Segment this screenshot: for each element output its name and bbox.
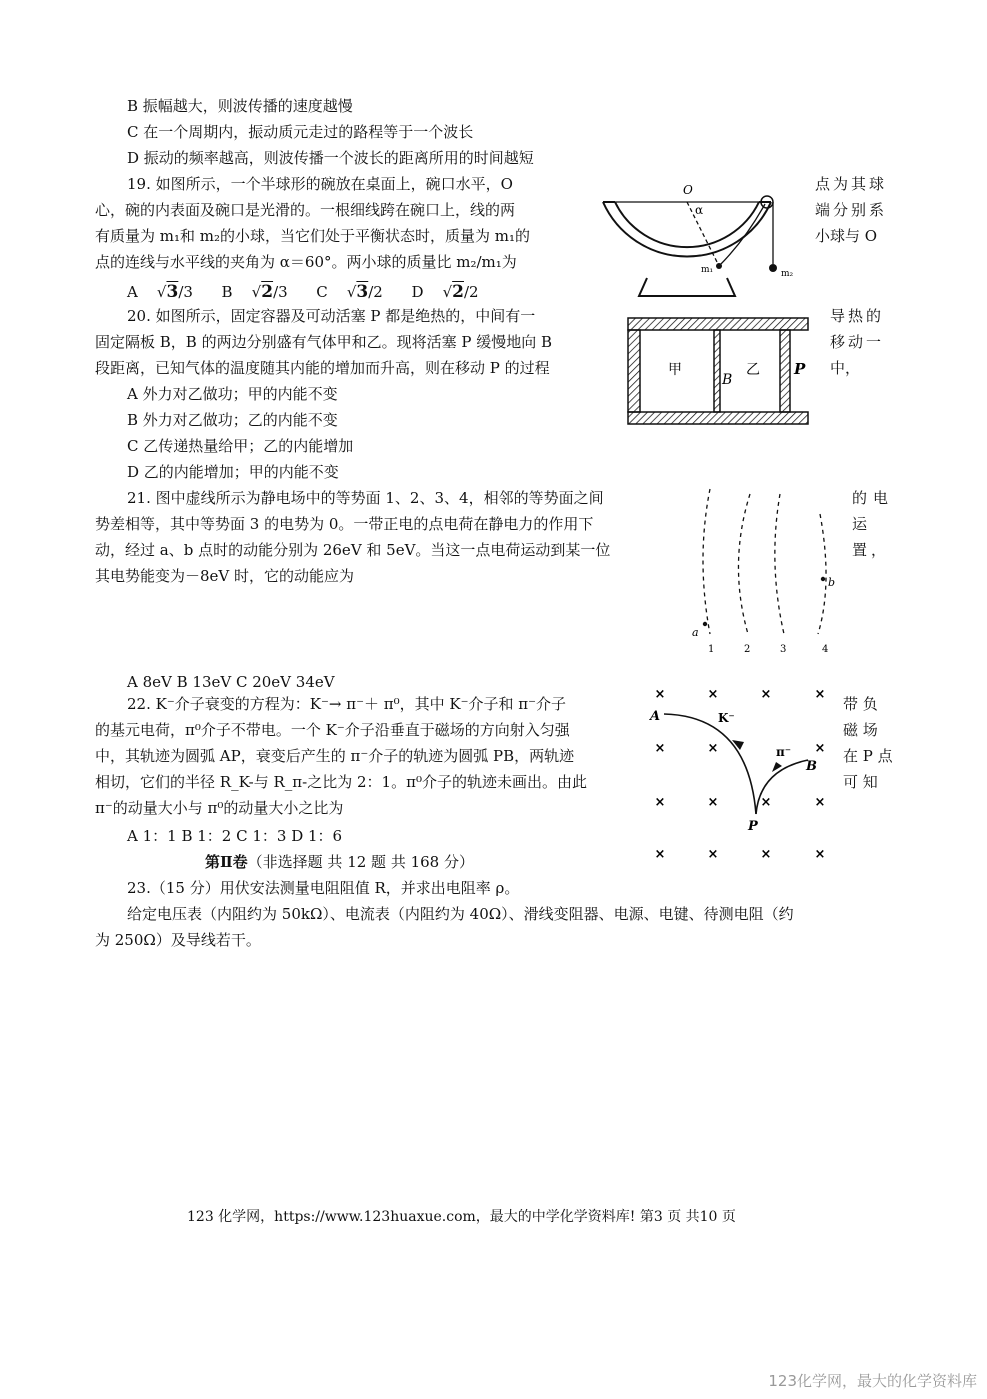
q23-line-2: 给定电压表（内阻约为 50kΩ）、电流表（内阻约为 40Ω）、滑线变阻器、电源、电键、待测电阻（约 <box>127 905 794 923</box>
container-label-yi: 乙 <box>746 362 760 378</box>
track-label-a: A <box>650 709 661 724</box>
bowl-label-m2: m₂ <box>781 269 794 279</box>
q22-line-2: 的基元电荷，π⁰介子不带电。一个 K⁻介子沿垂直于磁场的方向射入匀强 <box>95 721 570 739</box>
q20-line-2: 固定隔板 B，B 的两边分别盛有气体甲和乙。现将活塞 P 缓慢地向 B <box>95 333 553 351</box>
field-mark: × <box>760 795 772 810</box>
q18-option-b: B 振幅越大，则波传播的速度越慢 <box>127 97 353 115</box>
q21-line-3-right: 置， <box>852 541 891 559</box>
q20-option-c: C 乙传递热量给甲；乙的内能增加 <box>127 437 354 455</box>
field-mark: × <box>654 847 666 862</box>
page-footer: 123 化学网，https://www.123huaxue.com，最大的中学化学资料库! 第3 页 共10 页 <box>187 1209 736 1225</box>
q22-line-5: π⁻的动量大小与 π⁰的动量大小之比为 <box>95 799 344 817</box>
field-mark: × <box>707 687 719 702</box>
field-mark: × <box>760 687 772 702</box>
q21-line-1-right: 的电 <box>852 489 895 507</box>
q19-opt-d-root: 2 <box>452 282 464 302</box>
container-label-jia: 甲 <box>668 362 682 378</box>
field-mark: × <box>814 847 826 862</box>
q19-opt-b-den: /3 <box>273 283 288 301</box>
q22-line-3-right: 在 P 点 <box>843 747 893 765</box>
equipotential-figure <box>688 484 843 659</box>
track-label-pi: π⁻ <box>776 745 792 759</box>
part2-title: 第Ⅱ卷 <box>205 853 248 871</box>
q19-opt-c-letter: C <box>316 283 328 301</box>
q21-line-1: 21. 图中虚线所示为静电场中的等势面 1、2、3、4，相邻的等势面之间 <box>127 489 604 507</box>
track-label-p: P <box>748 819 758 834</box>
q21-line-2: 势差相等，其中等势面 3 的电势为 0。一带正电的点电荷在静电力的作用下 <box>95 515 594 533</box>
bowl-label-alpha: α <box>695 203 704 217</box>
q20-option-b: B 外力对乙做功；乙的内能不变 <box>127 411 338 429</box>
q20-line-3: 段距离，已知气体的温度随其内能的增加而升高，则在移动 P 的过程 <box>95 359 550 377</box>
q19-line-2-right: 端分别系 <box>815 201 888 219</box>
q19-line-3: 有质量为 m₁和 m₂的小球，当它们处于平衡状态时，质量为 m₁的 <box>95 227 531 245</box>
field-mark: × <box>654 687 666 702</box>
q19-opt-a-letter: A <box>127 283 138 301</box>
q22-options: A 1：1 B 1：2 C 1：3 D 1：6 <box>127 827 343 845</box>
field-mark: × <box>814 741 826 756</box>
q19-opt-b-letter: B <box>221 283 233 301</box>
q20-option-a: A 外力对乙做功；甲的内能不变 <box>127 385 338 403</box>
q21-line-3: 动，经过 a、b 点时的动能分别为 26eV 和 5eV。当这一点电荷运动到某一位 <box>95 541 611 559</box>
equipotential-label-a: a <box>692 626 699 639</box>
q23-line-1: 23.（15 分）用伏安法测量电阻阻值 R，并求出电阻率 ρ。 <box>127 879 520 897</box>
q21-line-4: 其电势能变为－8eV 时，它的动能应为 <box>95 567 355 585</box>
field-mark: × <box>760 847 772 862</box>
q19-opt-c-root: 3 <box>356 282 369 302</box>
track-label-b: B <box>806 759 817 774</box>
bowl-figure <box>595 180 810 300</box>
container-label-b: B <box>722 372 733 388</box>
q19-opt-b-root: 2 <box>261 282 274 302</box>
q22-line-1: 22. K⁻介子衰变的方程为：K⁻→ π⁻＋ π⁰，其中 K⁻介子和 π⁻介子 <box>127 695 567 713</box>
q22-line-4: 相切，它们的半径 R_K-与 R_π-之比为 2：1。π⁰介子的轨迹未画出。由此 <box>95 773 587 791</box>
q23-line-3: 为 250Ω）及导线若干。 <box>95 931 261 949</box>
equipotential-label-4: 4 <box>822 644 829 655</box>
q18-option-c: C 在一个周期内，振动质元走过的路程等于一个波长 <box>127 123 474 141</box>
equipotential-label-2: 2 <box>744 644 751 655</box>
part2-heading <box>205 851 474 873</box>
q19-line-4: 点的连线与水平线的夹角为 α＝60°。两小球的质量比 m₂/m₁为 <box>95 253 517 271</box>
field-mark: × <box>707 847 719 862</box>
equipotential-label-1: 1 <box>708 644 715 655</box>
q21-line-2-right: 运 <box>852 515 868 533</box>
q20-line-2-right: 移动一 <box>830 333 885 351</box>
field-mark: × <box>707 795 719 810</box>
q22-line-4-right: 可 知 <box>843 773 878 791</box>
q20-line-3-right: 中， <box>830 359 861 377</box>
watermark: 123化学网，最大的化学资料库 <box>768 1372 977 1390</box>
q20-option-d: D 乙的内能增加；甲的内能不变 <box>127 463 339 481</box>
q19-options: A √3/3 B √2/3 C √3/2 D √2/2 <box>127 282 479 302</box>
q22-line-1-right: 带 负 <box>843 695 878 713</box>
container-label-p: P <box>794 360 806 378</box>
q19-opt-c-den: /2 <box>368 283 383 301</box>
q22-line-2-right: 磁 场 <box>843 721 878 739</box>
bowl-label-o: O <box>683 183 693 197</box>
container-figure <box>628 318 810 428</box>
field-mark: × <box>814 795 826 810</box>
q20-line-1-right: 导热的 <box>830 307 885 325</box>
equipotential-label-3: 3 <box>780 644 787 655</box>
magnetic-field-figure <box>648 680 833 860</box>
q20-line-1: 20. 如图所示，固定容器及可动活塞 P 都是绝热的，中间有一 <box>127 307 536 325</box>
part2-subtitle: （非选择题 共 12 题 共 168 分） <box>247 853 474 871</box>
q19-line-1-right: 点为其球 <box>815 175 888 193</box>
field-mark: × <box>707 741 719 756</box>
bowl-label-m1: m₁ <box>701 265 714 275</box>
q19-opt-a-den: /3 <box>178 283 193 301</box>
field-mark: × <box>654 795 666 810</box>
field-mark: × <box>654 741 666 756</box>
q19-line-2: 心，碗的内表面及碗口是光滑的。一根细线跨在碗口上，线的两 <box>95 201 516 219</box>
q19-line-1: 19. 如图所示，一个半球形的碗放在桌面上，碗口水平，O <box>127 175 513 193</box>
q18-option-d: D 振动的频率越高，则波传播一个波长的距离所用的时间越短 <box>127 149 534 167</box>
q19-line-3-right: 小球与 O <box>815 227 878 245</box>
q22-line-3: 中，其轨迹为圆弧 AP，衰变后产生的 π⁻介子的轨迹为圆弧 PB，两轨迹 <box>95 747 575 765</box>
q19-opt-d-den: /2 <box>463 283 479 301</box>
q19-opt-d-letter: D <box>411 283 424 301</box>
q21-options: A 8eV B 13eV C 20eV 34eV <box>127 673 335 691</box>
q19-opt-a-root: 3 <box>166 282 179 302</box>
equipotential-label-b: b <box>828 576 836 589</box>
field-mark: × <box>814 687 826 702</box>
track-label-k: K⁻ <box>718 711 735 725</box>
